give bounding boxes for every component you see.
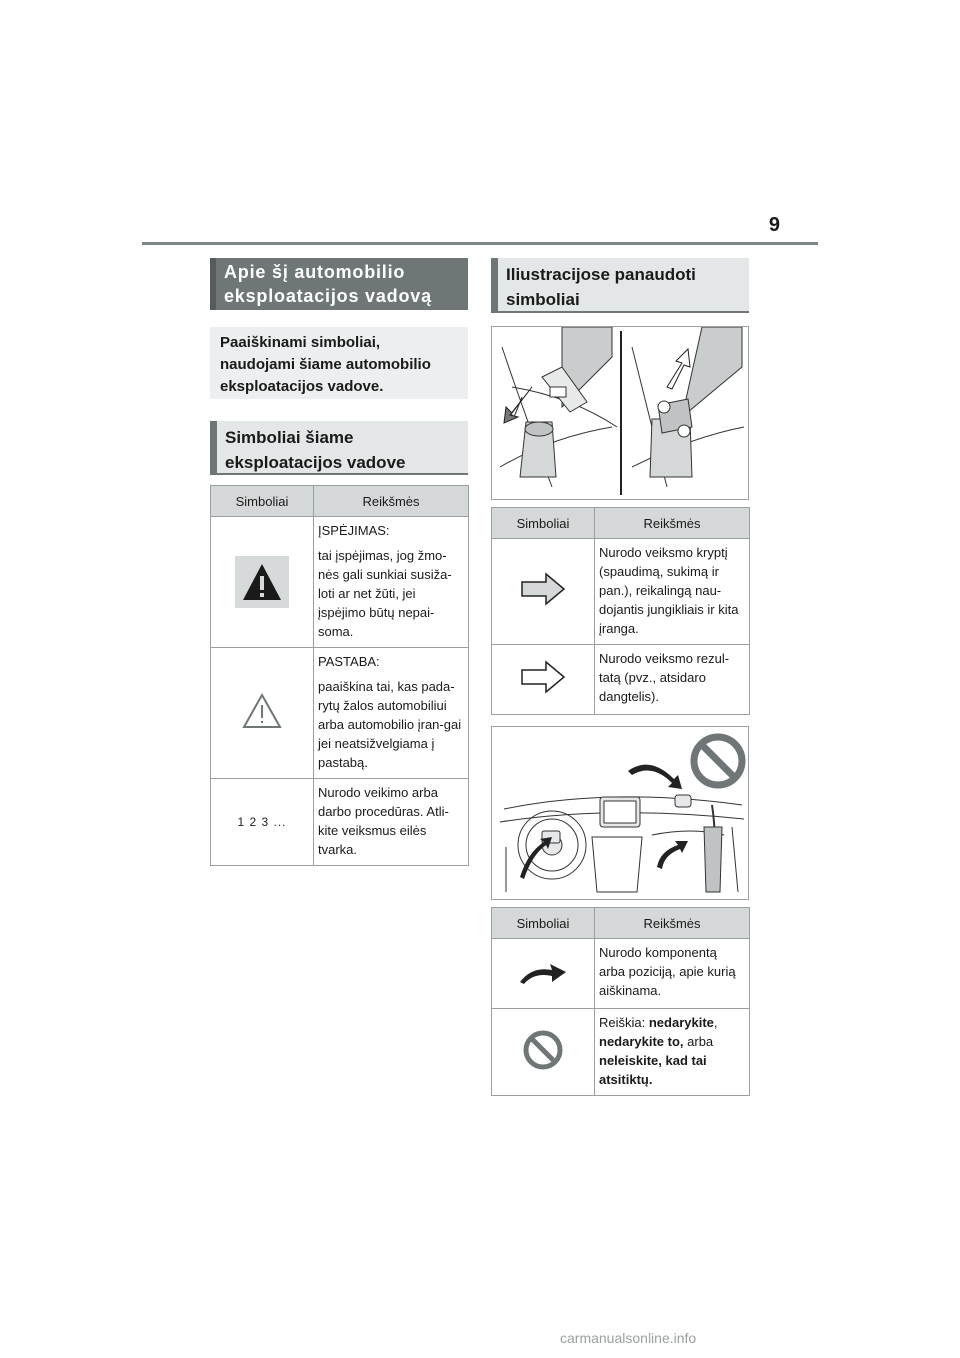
col-header-symbols: Simboliai xyxy=(492,908,595,939)
dashboard-illustration xyxy=(491,726,749,900)
prohibition-sep: , xyxy=(713,1015,718,1030)
subsection-title-left: Simboliai šiame eksploatacijos vadove xyxy=(210,421,468,475)
prohibition-sep-2: arba xyxy=(683,1034,714,1049)
action-arrow-text: Nurodo veiksmo kryptį (spaudimą, sukimą ir pan.), reikalingą nau-dojantis jungikliais ir kita įranga. xyxy=(599,545,739,636)
symbols-table-left xyxy=(210,485,469,866)
notice-text: paaiškina tai, kas pada-rytų žalos automobiliui arba automobilio įran-gai jei neatsižvelgiama į pastabą. xyxy=(318,679,462,770)
table-row xyxy=(492,939,750,1009)
result-arrow-outline-icon xyxy=(520,660,566,694)
header-rule xyxy=(142,242,818,245)
prohibition-icon xyxy=(521,1028,565,1072)
col-header-meanings: Reikšmės xyxy=(314,486,469,517)
section-title-right: Iliustracijose panaudoti simboliai xyxy=(491,258,749,313)
warning-label: ĮSPĖJIMAS: xyxy=(318,523,390,538)
page-number: 9 xyxy=(768,214,780,236)
action-arrow-filled-icon xyxy=(520,572,566,606)
watermark: carmanualsonline.info xyxy=(560,1330,697,1346)
table-row xyxy=(211,779,469,866)
steps-text: Nurodo veikimo arba darbo procedūras. Atli-kite veiksmus eilės tvarka. xyxy=(318,785,449,857)
prohibition-bold-3: neleiskite, kad tai atsitiktų. xyxy=(599,1053,707,1087)
table-row xyxy=(211,517,469,648)
notice-label: PASTABA: xyxy=(318,654,380,669)
prohibition-text xyxy=(599,1013,745,1089)
pointer-curved-arrow-icon xyxy=(518,956,568,986)
section-title-left: Apie šį automobilio eksploatacijos vadovą xyxy=(210,258,468,310)
table-row xyxy=(492,539,750,645)
result-arrow-text: Nurodo veiksmo rezul-tatą (pvz., atsidaro dangtelis). xyxy=(599,651,730,704)
notice-triangle-icon xyxy=(240,691,284,731)
table-row xyxy=(492,1009,750,1096)
col-header-symbols: Simboliai xyxy=(492,508,595,539)
table-row xyxy=(492,645,750,715)
symbols-table-right-2 xyxy=(491,907,750,1096)
intro-text: Paaiškinami simboliai, naudojami šiame automobilio eksploatacijos vadove. xyxy=(210,327,468,399)
step-numbers-icon: 1 2 3 ... xyxy=(237,815,287,829)
prohibition-prefix: Reiškia: xyxy=(599,1015,649,1030)
prohibition-bold-2: nedarykite to, xyxy=(599,1034,684,1049)
col-header-meanings: Reikšmės xyxy=(595,508,750,539)
col-header-meanings: Reikšmės xyxy=(595,908,750,939)
table-row xyxy=(211,648,469,779)
col-header-symbols: Simboliai xyxy=(211,486,314,517)
warning-text: tai įspėjimas, jog žmo-nės gali sunkiai susiža-loti ar net žūti, jei įspėjimo būtų nepai-soma. xyxy=(318,548,452,639)
symbols-table-right-1 xyxy=(491,507,750,715)
warning-triangle-icon xyxy=(235,556,289,608)
pointer-arrow-text: Nurodo komponentą arba poziciją, apie kurią aiškinama. xyxy=(599,945,736,998)
seatbelt-illustration xyxy=(491,326,749,500)
prohibition-bold-1: nedarykite xyxy=(648,1015,714,1030)
